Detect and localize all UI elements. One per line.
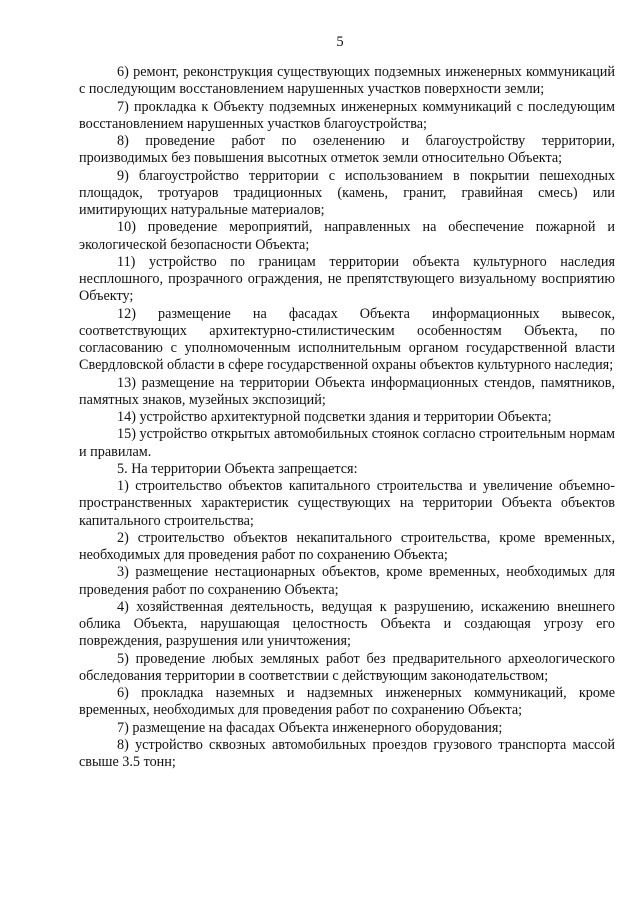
paragraph: 6) ремонт, реконструкция существующих подземных инженерных коммуникаций с последующим восстановлением нарушенных участков поверхности земли; [79,64,615,98]
paragraph: 15) устройство открытых автомобильных стоянок согласно строительным нормам и правилам. [79,426,615,460]
document-body [79,64,615,771]
paragraph: 3) размещение нестационарных объектов, кроме временных, необходимых для проведения работ по сохранению Объекта; [79,564,615,598]
paragraph: 9) благоустройство территории с использованием в покрытии пешеходных площадок, тротуаров традиционных (камень, гранит, гравийная смесь) или имитирующих натуральные материалов; [79,167,615,218]
paragraph: 8) устройство сквозных автомобильных проездов грузового транспорта массой свыше 3.5 тонн; [79,736,615,770]
section-heading: 5. На территории Объекта запрещается: [117,460,358,477]
paragraph: 8) проведение работ по озеленению и благоустройству территории, производимых без повышения высотных отметок земли относительно Объекта; [79,133,615,167]
paragraph: 12) размещение на фасадах Объекта информационных вывесок, соответствующих архитектурно-стилистическим особенностям Объекта, по согласованию с уполномоченным исполнительным органом государственной власти Свердловской области в сфере государственной охраны объектов культурного наследия; [79,305,615,374]
paragraph: 4) хозяйственная деятельность, ведущая к разрушению, искажению внешнего облика Объекта, нарушающая целостность Объекта и создающая угрозу его повреждения, разрушения или уничтожения; [79,598,615,650]
paragraph: 1) строительство объектов капитального строительства и увеличение объемно-пространственных характеристик существующих на территории Объекта объектов капитального строительства; [79,478,615,529]
page-number: 5 [336,34,344,50]
paragraph: 5) проведение любых земляных работ без предварительного археологического обследования территории в соответствии с действующим законодательством; [79,650,615,684]
paragraph: 7) размещение на фасадах Объекта инженерного оборудования; [117,719,503,736]
paragraph: 10) проведение мероприятий, направленных на обеспечение пожарной и экологической безопасности Объекта; [79,219,615,253]
paragraph: 7) прокладка к Объекту подземных инженерных коммуникаций с последующим восстановлением нарушенных участков благоустройства; [79,98,615,132]
paragraph: 6) прокладка наземных и надземных инженерных коммуникаций, кроме временных, необходимых для проведения работ по сохранению Объекта; [79,685,615,719]
paragraph: 14) устройство архитектурной подсветки здания и территории Объекта; [117,409,552,425]
paragraph: 11) устройство по границам территории объекта культурного наследия несплошного, прозрачного ограждения, не препятствующего визуальному восприятию Объекту; [79,253,615,305]
paragraph: 13) размещение на территории Объекта информационных стендов, памятников, памятных знаков, музейных экспозиций; [79,374,615,408]
paragraph: 2) строительство объектов некапитального строительства, кроме временных, необходимых для проведения работ по сохранению Объекта; [79,529,615,563]
